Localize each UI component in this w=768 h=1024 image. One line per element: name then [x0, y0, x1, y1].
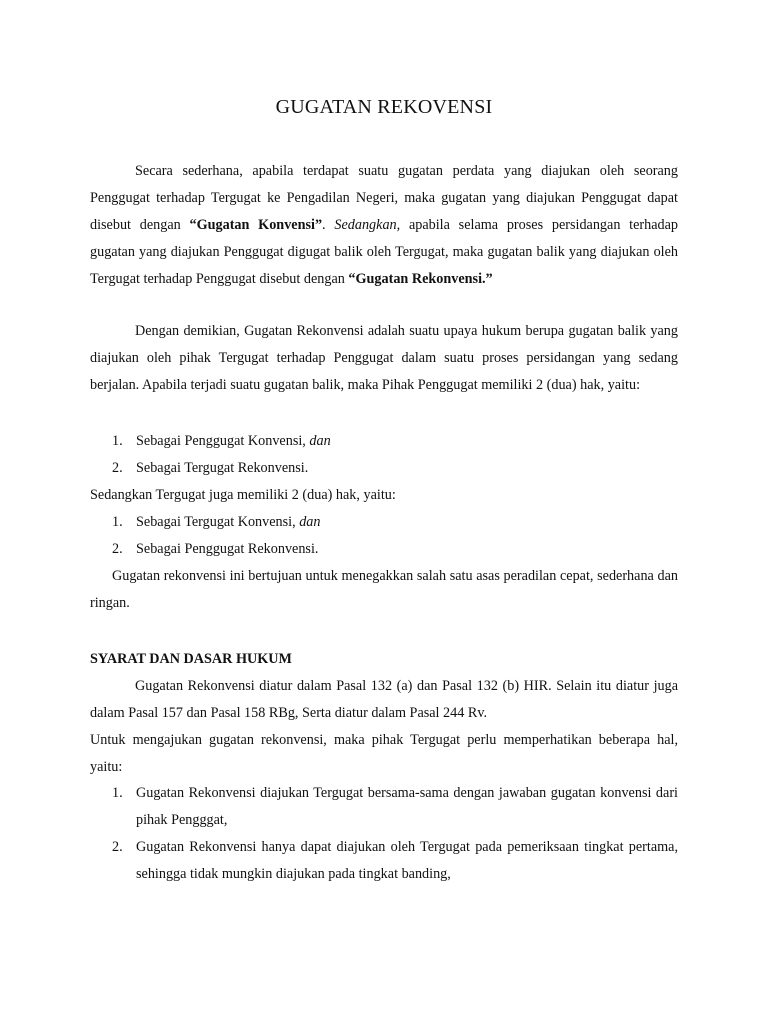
list-number: 2. [112, 839, 123, 855]
list-item [90, 780, 678, 834]
list-text: Gugatan Rekonvensi hanya dapat diajukan oleh Tergugat pada pemeriksaan tingkat pertama, sehingga tidak mungkin diajukan pada tingkat banding, [136, 839, 678, 882]
list-item [90, 428, 678, 455]
bold-term-rekonvensi: “Gugatan Rekonvensi.” [348, 271, 493, 287]
list-item [90, 455, 678, 482]
paragraph-intro [90, 158, 678, 293]
list-item [90, 536, 678, 563]
list-italic: dan [309, 433, 331, 449]
paragraph-legal-basis: Gugatan Rekonvensi diatur dalam Pasal 132 (a) dan Pasal 132 (b) HIR. Selain itu diatur juga dalam Pasal 157 dan Pasal 158 RBg, Serta diatur dalam Pasal 244 Rv. [90, 678, 678, 721]
page-title: GUGATAN REKOVENSI [275, 96, 493, 118]
paragraph-requirements: Untuk mengajukan gugatan rekonvensi, maka pihak Tergugat perlu memperhatikan beberapa hal, yaitu: [90, 732, 678, 775]
list-number: 2. [112, 541, 123, 557]
paragraph-purpose: Gugatan rekonvensi ini bertujuan untuk menegakkan salah satu asas peradilan cepat, sederhana dan ringan. [90, 568, 678, 611]
list-text: Sebagai Tergugat Konvensi, [136, 514, 300, 530]
list-number: 1. [112, 514, 123, 530]
list-number: 2. [112, 460, 123, 476]
list-italic: dan [299, 514, 321, 530]
list-item [90, 509, 678, 536]
paragraph-text: Secara sederhana, apabila terdapat suatu gugatan perdata yang diajukan oleh seorang Penggugat terhadap Tergugat ke Pengadilan Negeri, maka gugatan yang diajukan Penggugat dapat disebut dengan [90, 163, 678, 233]
list-text: Sebagai Penggugat Konvensi, [136, 433, 310, 449]
list-number: 1. [112, 433, 123, 449]
paragraph-text: apabila selama proses persidangan terhadap gugatan yang diajukan Penggugat digugat balik oleh Tergugat, maka gugatan balik yang diajukan oleh Tergugat terhadap Penggugat disebut dengan [90, 217, 679, 287]
list-text: Sebagai Penggugat Rekonvensi. [136, 541, 319, 557]
bold-term-konvensi: “Gugatan Konvensi” [189, 217, 323, 233]
list-item [90, 834, 678, 888]
paragraph-text: . [322, 217, 335, 233]
section-heading: SYARAT DAN DASAR HUKUM [90, 651, 292, 667]
list-text: Gugatan Rekonvensi diajukan Tergugat bersama-sama dengan jawaban gugatan konvensi dari pihak Pengggat, [136, 785, 678, 828]
list-number: 1. [112, 785, 123, 801]
italic-word: Sedangkan, [334, 217, 401, 233]
list-text: Sebagai Tergugat Rekonvensi. [136, 460, 309, 476]
paragraph-definition: Dengan demikian, Gugatan Rekonvensi adalah suatu upaya hukum berupa gugatan balik yang diajukan oleh pihak Tergugat terhadap Penggugat dalam suatu proses persidangan yang sedang berjalan. Apabila terjadi suatu gugatan balik, maka Pihak Penggugat memiliki 2 (dua) hak, yaitu: [90, 323, 678, 393]
paragraph-tergugat-rights: Sedangkan Tergugat juga memiliki 2 (dua) hak, yaitu: [90, 487, 396, 503]
